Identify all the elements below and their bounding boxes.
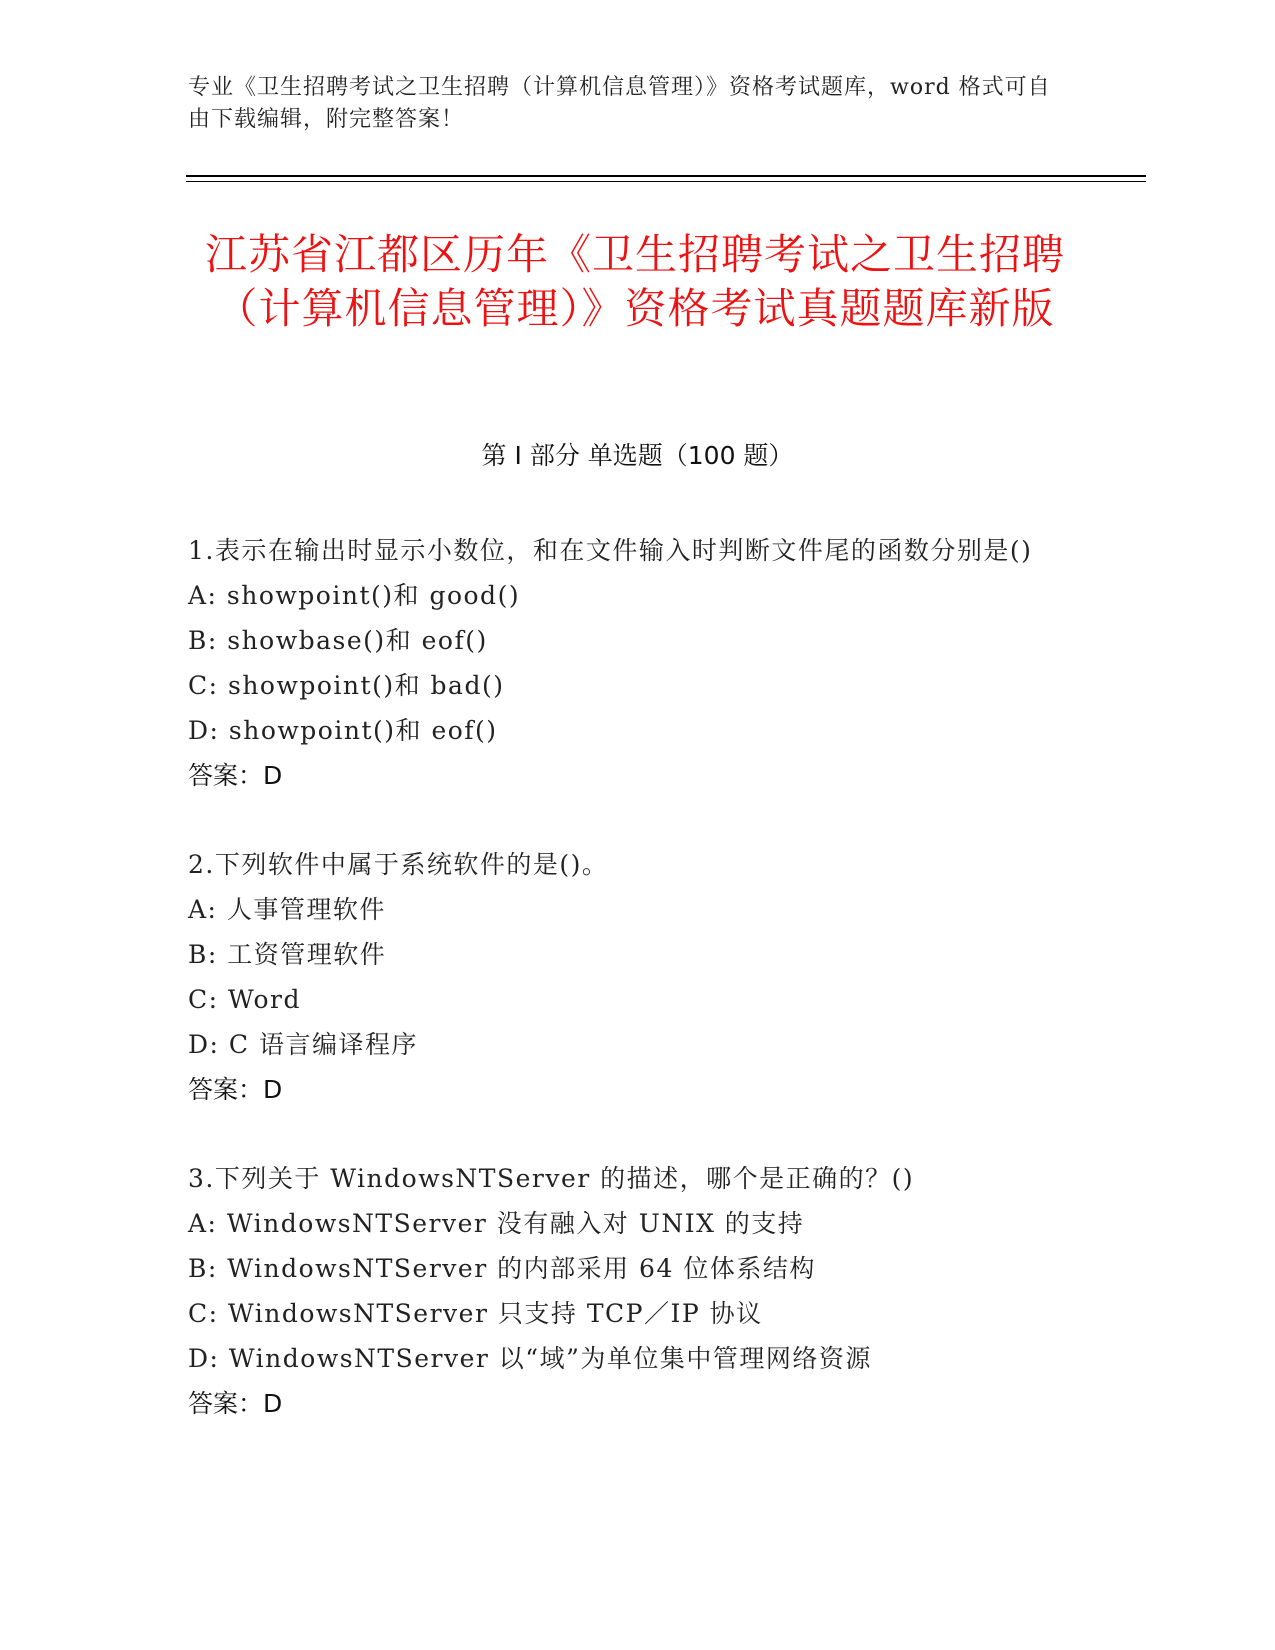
question-3	[188, 1156, 1088, 1426]
answer: 答案：D	[188, 1389, 283, 1418]
question-1	[188, 528, 1088, 798]
question-list	[188, 528, 1088, 1470]
question-stem: 3.下列关于 WindowsNTServer 的描述，哪个是正确的？()	[188, 1164, 915, 1193]
header-note: 专业《卫生招聘考试之卫生招聘（计算机信息管理）》资格考试题库，word 格式可自由下载编辑，附完整答案！	[188, 75, 1051, 132]
option-d: D: C 语言编译程序	[188, 1030, 418, 1059]
document-title: 江苏省江都区历年《卫生招聘考试之卫生招聘（计算机信息管理）》资格考试真题题库新版	[204, 230, 1065, 333]
header-divider-thin	[186, 181, 1146, 182]
header-divider-thick	[186, 175, 1146, 177]
question-stem: 2.下列软件中属于系统软件的是()。	[188, 850, 609, 879]
option-a: A: 人事管理软件	[188, 895, 386, 924]
answer: 答案：D	[188, 1075, 283, 1104]
question-2	[188, 842, 1088, 1112]
option-d: D: showpoint()和 eof()	[188, 716, 498, 745]
option-c: C: showpoint()和 bad()	[188, 671, 505, 700]
option-c: C: WindowsNTServer 只支持 TCP／IP 协议	[188, 1299, 763, 1328]
option-b: B: showbase()和 eof()	[188, 626, 488, 655]
option-b: B: 工资管理软件	[188, 940, 387, 969]
section-title: 第 I 部分 单选题（100 题）	[481, 441, 794, 470]
question-stem: 1.表示在输出时显示小数位，和在文件输入时判断文件尾的函数分别是()	[188, 536, 1033, 565]
option-a: A: WindowsNTServer 没有融入对 UNIX 的支持	[188, 1209, 805, 1238]
option-a: A: showpoint()和 good()	[188, 581, 521, 610]
option-b: B: WindowsNTServer 的内部采用 64 位体系结构	[188, 1254, 816, 1283]
option-d: D: WindowsNTServer 以“域”为单位集中管理网络资源	[188, 1344, 872, 1373]
answer: 答案：D	[188, 761, 283, 790]
option-c: C: Word	[188, 985, 302, 1014]
